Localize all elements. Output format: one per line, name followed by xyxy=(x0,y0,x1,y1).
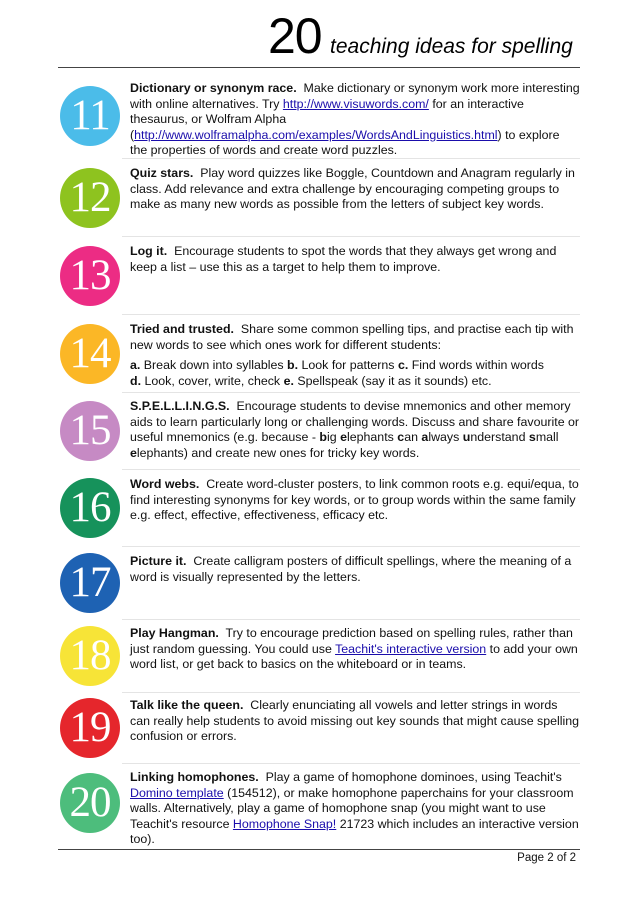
idea-text xyxy=(130,698,580,745)
page-number: Page 2 of 2 xyxy=(517,852,576,864)
number-badge: 11 xyxy=(60,86,120,146)
idea-body: lephants xyxy=(346,430,398,445)
tip-marker: d. xyxy=(130,373,142,388)
number-badge: 15 xyxy=(60,401,120,461)
idea-body: lephants) and create new ones for tricky key words. xyxy=(136,445,420,460)
item-divider xyxy=(122,469,580,470)
idea-body: Encourage students to devise mnemonics and other memory aids to learn particularly long or challenging words. Discuss and share favourite or useful mnemonics (e.g. because - xyxy=(130,399,580,445)
idea-body: Try to encourage prediction based on spelling rules, rather than just random guessing. You could use xyxy=(130,626,573,656)
idea-body: 21723 which includes an interactive version too). xyxy=(130,816,579,847)
hangman-interactive-link[interactable]: Teachit's interactive version xyxy=(335,641,487,656)
idea-heading: Picture it. xyxy=(130,554,187,568)
item-divider xyxy=(122,546,580,547)
idea-text xyxy=(130,166,580,213)
tip-marker: a. xyxy=(130,358,141,373)
tip-marker: c. xyxy=(397,358,409,373)
idea-body: lways xyxy=(428,430,463,445)
idea-text xyxy=(130,81,580,159)
tip-text: Look for patterns xyxy=(298,358,398,373)
tip-text: Look, cover, write, check xyxy=(141,373,284,388)
idea-body: Play a game of homophone dominoes, using Teachit's xyxy=(265,770,562,784)
mnemonic-letter: u xyxy=(462,430,471,445)
title-number: 20 xyxy=(268,8,322,64)
number-badge: 18 xyxy=(60,626,120,686)
idea-body: an xyxy=(404,430,422,445)
mnemonic-letter: c xyxy=(397,430,405,445)
item-divider xyxy=(122,692,580,693)
idea-heading: Word webs. xyxy=(130,477,200,491)
idea-body: mall xyxy=(535,430,559,445)
idea-text xyxy=(130,322,580,389)
idea-heading: Quiz stars. xyxy=(130,166,194,180)
idea-heading: Dictionary or synonym race. xyxy=(130,81,297,95)
item-divider xyxy=(122,619,580,620)
number-badge: 17 xyxy=(60,553,120,613)
idea-body: ) to explore the properties of words and create word puzzles. xyxy=(130,127,560,158)
item-divider xyxy=(122,314,580,315)
idea-heading: Linking homophones. xyxy=(130,770,259,784)
idea-body: (154512), or make homophone paperchains for your classroom walls. Alternatively, play a game of homophone snap (you might want to use Teachit's resource xyxy=(130,785,574,831)
number-badge: 12 xyxy=(60,168,120,228)
page-title: teaching ideas for spelling xyxy=(330,35,573,58)
tip-marker: e. xyxy=(283,373,294,388)
tip-marker: b. xyxy=(287,358,299,373)
mnemonic-letter: a xyxy=(421,430,429,445)
idea-heading: Talk like the queen. xyxy=(130,698,244,712)
idea-body: Play word quizzes like Boggle, Countdown and Anagram regularly in class. Add relevance and extra challenge by encouraging competing groups to make as many new words as possible from the letters of subject key words. xyxy=(130,166,575,212)
idea-body: for an interactive thesaurus, or Wolfram Alpha ( xyxy=(130,96,524,142)
idea-text xyxy=(130,244,580,275)
number-badge: 13 xyxy=(60,246,120,306)
idea-body: Share some common spelling tips, and practise each tip with new words to see which ones work for different students: xyxy=(130,322,574,352)
idea-text xyxy=(130,399,580,461)
mnemonic-letter: b xyxy=(319,430,327,445)
idea-body: Create calligram posters of difficult spellings, where the meaning of a word is visually represented by the letters. xyxy=(130,554,572,584)
wolframalpha-link[interactable]: http://www.wolframalpha.com/examples/WordsAndLinguistics.html xyxy=(134,127,498,142)
number-badge: 16 xyxy=(60,478,120,538)
tip-text: Spellspeak (say it as it sounds) etc. xyxy=(293,373,492,388)
idea-body: to add your own word list, or get back to basics on the whiteboard or in teams. xyxy=(130,641,578,672)
tip-text: Find words within words xyxy=(408,358,544,373)
idea-heading: Play Hangman. xyxy=(130,626,219,640)
idea-text xyxy=(130,626,580,673)
idea-text xyxy=(130,770,580,848)
idea-text xyxy=(130,477,580,524)
idea-heading: Tried and trusted. xyxy=(130,322,234,336)
number-badge: 19 xyxy=(60,698,120,758)
footer-rule xyxy=(58,849,580,850)
number-badge: 14 xyxy=(60,324,120,384)
item-divider xyxy=(122,763,580,764)
idea-heading: S.P.E.L.L.I.N.G.S. xyxy=(130,399,230,413)
visuwords-link[interactable]: http://www.visuwords.com/ xyxy=(282,96,429,111)
idea-body: ig xyxy=(326,430,341,445)
mnemonic-letter: e xyxy=(130,445,137,460)
idea-text xyxy=(130,554,580,585)
number-badge: 20 xyxy=(60,773,120,833)
homophone-snap-link[interactable]: Homophone Snap! xyxy=(232,816,337,831)
idea-body: Create word-cluster posters, to link common roots e.g. equi/equa, to find interesting synonyms for key words, or to group words within the same family e.g. effect, effective, effectiveness, efficacy etc. xyxy=(130,477,579,523)
tip-text: Break down into syllables xyxy=(140,358,288,373)
idea-body: nderstand xyxy=(470,430,529,445)
item-divider xyxy=(122,392,580,393)
item-divider xyxy=(122,158,580,159)
idea-heading: Log it. xyxy=(130,244,168,258)
tips-list xyxy=(130,358,580,389)
domino-template-link[interactable]: Domino template xyxy=(130,785,224,800)
idea-body: Clearly enunciating all vowels and letter strings in words can really help students to avoid missing out key sounds that might cause spelling confusion or errors. xyxy=(130,698,580,744)
item-divider xyxy=(122,236,580,237)
mnemonic-letter: s xyxy=(528,430,536,445)
idea-body: Encourage students to spot the words that they always get wrong and keep a list – use this as a target to help them to improve. xyxy=(130,244,557,274)
page-header xyxy=(0,0,638,70)
idea-body: Make dictionary or synonym work more interesting with online alternatives. Try xyxy=(130,81,580,111)
mnemonic-letter: e xyxy=(340,430,347,445)
header-rule xyxy=(58,67,580,68)
